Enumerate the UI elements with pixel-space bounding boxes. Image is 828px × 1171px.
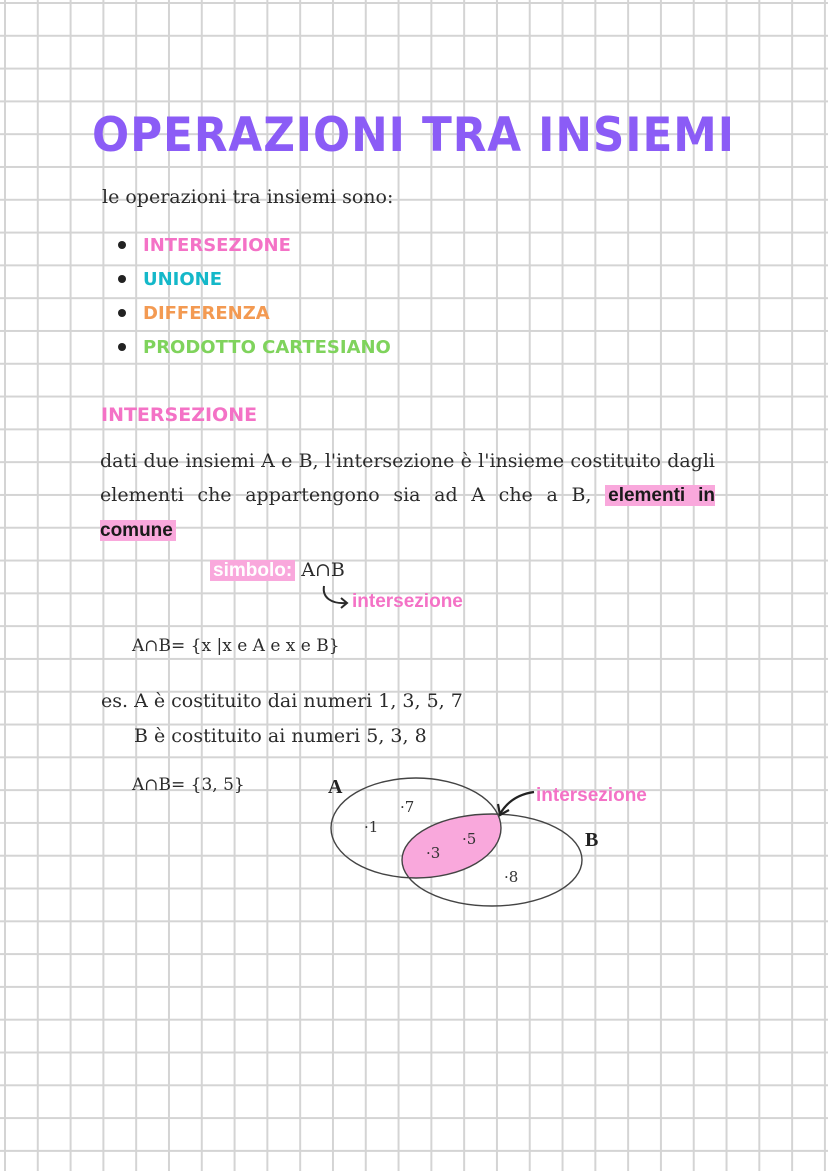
venn-diagram (320, 770, 680, 920)
symbol-row (210, 559, 345, 582)
list-item (118, 296, 391, 330)
section-title: INTERSEZIONE (101, 404, 258, 426)
bullet-icon (118, 343, 126, 351)
list-item (118, 262, 391, 296)
formula-text: A∩B= {x |x e A e x e B} (132, 636, 340, 656)
definition-text: dati due insiemi A e B, l'intersezione è l'insieme costituito dagli elementi che appartengono sia ad A che a B, (100, 450, 715, 506)
element-3: ·3 (426, 844, 441, 862)
operation-differenza: DIFFERENZA (143, 302, 270, 324)
element-8: ·8 (504, 868, 519, 886)
example-result: A∩B= {3, 5} (132, 775, 245, 795)
operation-intersezione: INTERSEZIONE (143, 234, 291, 256)
bullet-icon (118, 275, 126, 283)
operation-prodotto-cartesiano: PRODOTTO CARTESIANO (143, 336, 391, 358)
symbol-label: simbolo: (210, 560, 295, 581)
list-item (118, 228, 391, 262)
page-title: OPERAZIONI TRA INSIEMI (92, 108, 735, 163)
annotation-arrow-icon (500, 792, 534, 814)
set-a-label: A (328, 776, 343, 798)
symbol-arrow-label: intersezione (352, 591, 463, 612)
definition-paragraph (100, 444, 715, 548)
operations-list (118, 228, 391, 364)
bullet-icon (118, 309, 126, 317)
intro-text: le operazioni tra insiemi sono: (102, 186, 394, 208)
list-item (118, 330, 391, 364)
highlight-text: elementi in comune (100, 485, 715, 541)
venn-annotation: intersezione (536, 785, 647, 806)
set-b-label: B (585, 829, 599, 851)
bullet-icon (118, 241, 126, 249)
element-5: ·5 (462, 830, 477, 848)
example-line-2: B è costituito ai numeri 5, 3, 8 (134, 725, 427, 747)
symbol-value: A∩B (301, 559, 345, 581)
curved-arrow-icon (318, 584, 354, 614)
element-1: ·1 (364, 818, 379, 836)
example-line-1: es. A è costituito dai numeri 1, 3, 5, 7 (101, 690, 463, 712)
operation-unione: UNIONE (143, 268, 223, 290)
element-7: ·7 (400, 798, 415, 816)
